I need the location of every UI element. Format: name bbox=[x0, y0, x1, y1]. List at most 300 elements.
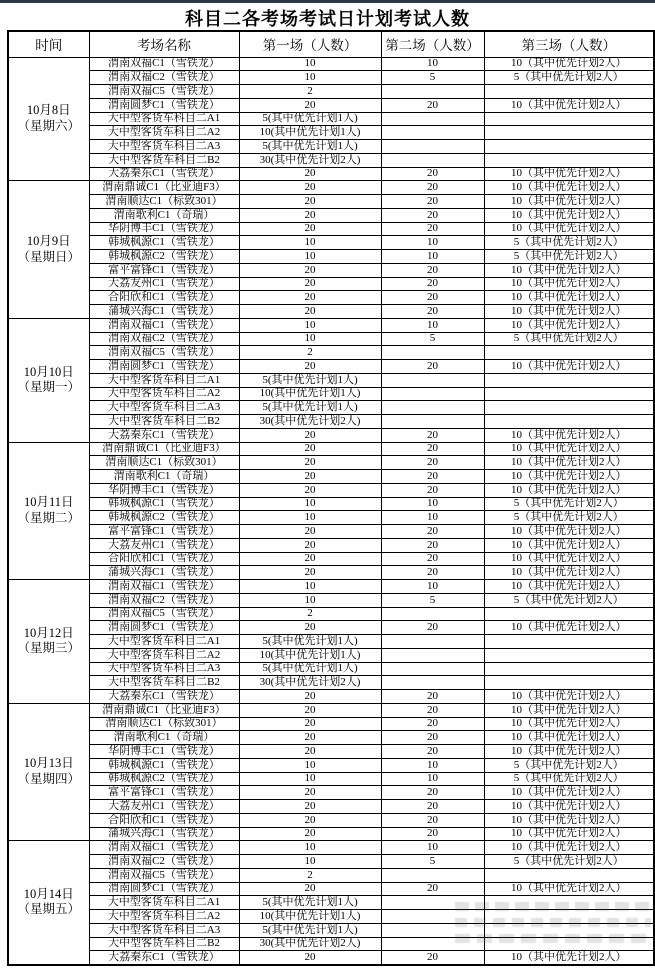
venue-cell: 渭南顺达C1（标致301） bbox=[89, 195, 239, 209]
session2-cell: 20 bbox=[381, 690, 484, 704]
session2-cell: 20 bbox=[381, 222, 484, 236]
session3-cell bbox=[484, 387, 654, 401]
session2-cell bbox=[381, 896, 484, 910]
session2-cell: 20 bbox=[381, 470, 484, 484]
session1-cell: 30(其中优先计划2人) bbox=[239, 153, 381, 167]
column-header-session1: 第一场（人数） bbox=[239, 31, 381, 57]
session2-cell bbox=[381, 676, 484, 690]
session3-cell: 10（其中优先计划2人） bbox=[484, 552, 654, 566]
venue-cell: 渭南圆梦C1（雪铁龙） bbox=[89, 882, 239, 896]
column-header-time: 时间 bbox=[8, 31, 89, 57]
session3-cell bbox=[484, 923, 654, 937]
venue-cell: 渭南顺达C1（标致301） bbox=[89, 717, 239, 731]
session2-cell bbox=[381, 607, 484, 621]
date-cell: 10月13日 （星期四） bbox=[8, 703, 89, 841]
session3-cell: 5（其中优先计划2人） bbox=[484, 497, 654, 511]
session1-cell: 10 bbox=[239, 318, 381, 332]
session1-cell: 5(其中优先计划1人) bbox=[239, 896, 381, 910]
venue-cell: 华阴博丰C1（雪铁龙） bbox=[89, 745, 239, 759]
table-row bbox=[8, 71, 654, 85]
session1-cell: 10 bbox=[239, 250, 381, 264]
venue-cell: 蒲城兴海C1（雪铁龙） bbox=[89, 827, 239, 841]
session1-cell: 20 bbox=[239, 745, 381, 759]
venue-cell: 渭南双福C1（雪铁龙） bbox=[89, 318, 239, 332]
venue-cell: 蒲城兴海C1（雪铁龙） bbox=[89, 305, 239, 319]
session1-cell: 20 bbox=[239, 525, 381, 539]
session1-cell: 20 bbox=[239, 731, 381, 745]
venue-cell: 渭南歌利C1（奇瑞） bbox=[89, 208, 239, 222]
venue-cell: 合阳欣和C1（雪铁龙） bbox=[89, 813, 239, 827]
table-row bbox=[8, 373, 654, 387]
table-row bbox=[8, 250, 654, 264]
session1-cell: 5(其中优先计划1人) bbox=[239, 140, 381, 154]
venue-cell: 渭南双福C5（雪铁龙） bbox=[89, 85, 239, 99]
table-row bbox=[8, 566, 654, 580]
table-row bbox=[8, 662, 654, 676]
session2-cell: 20 bbox=[381, 360, 484, 374]
session2-cell: 20 bbox=[381, 786, 484, 800]
venue-cell: 富平富锋C1（雪铁龙） bbox=[89, 263, 239, 277]
date-cell: 10月8日 （星期六） bbox=[8, 57, 89, 181]
session1-cell: 20 bbox=[239, 800, 381, 814]
session3-cell: 10（其中优先计划2人） bbox=[484, 566, 654, 580]
table-row bbox=[8, 896, 654, 910]
session1-cell: 10(其中优先计划1人) bbox=[239, 910, 381, 924]
session2-cell: 20 bbox=[381, 483, 484, 497]
venue-cell: 华阴博丰C1（雪铁龙） bbox=[89, 483, 239, 497]
session2-cell: 10 bbox=[381, 758, 484, 772]
venue-cell: 渭南双福C1（雪铁龙） bbox=[89, 841, 239, 855]
session3-cell: 5（其中优先计划2人） bbox=[484, 511, 654, 525]
venue-cell: 大中型客货车科目二A2 bbox=[89, 910, 239, 924]
session3-cell: 10（其中优先计划2人） bbox=[484, 745, 654, 759]
column-header-venue: 考场名称 bbox=[89, 31, 239, 57]
venue-cell: 渭南鼎诚C1（比亚迪F3） bbox=[89, 181, 239, 195]
session1-cell: 20 bbox=[239, 621, 381, 635]
session2-cell: 10 bbox=[381, 250, 484, 264]
session3-cell: 10（其中优先计划2人） bbox=[484, 428, 654, 442]
session3-cell bbox=[484, 662, 654, 676]
venue-cell: 大中型客货车科目二A1 bbox=[89, 373, 239, 387]
session1-cell: 20 bbox=[239, 456, 381, 470]
session3-cell: 10（其中优先计划2人） bbox=[484, 580, 654, 594]
session3-cell bbox=[484, 648, 654, 662]
session1-cell: 10 bbox=[239, 772, 381, 786]
session2-cell: 20 bbox=[381, 428, 484, 442]
page-title: 科目二各考场考试日计划考试人数 bbox=[185, 9, 470, 29]
session3-cell: 10（其中优先计划2人） bbox=[484, 305, 654, 319]
session1-cell: 2 bbox=[239, 346, 381, 360]
session2-cell bbox=[381, 662, 484, 676]
session3-cell: 10（其中优先计划2人） bbox=[484, 525, 654, 539]
table-row bbox=[8, 222, 654, 236]
venue-cell: 渭南双福C5（雪铁龙） bbox=[89, 607, 239, 621]
table-row bbox=[8, 497, 654, 511]
session3-cell: 5（其中优先计划2人） bbox=[484, 250, 654, 264]
session3-cell: 10（其中优先计划2人） bbox=[484, 951, 654, 965]
session2-cell: 10 bbox=[381, 580, 484, 594]
session2-cell bbox=[381, 923, 484, 937]
venue-cell: 富平富锋C1（雪铁龙） bbox=[89, 525, 239, 539]
venue-cell: 大中型客货车科目二B2 bbox=[89, 937, 239, 951]
session1-cell: 20 bbox=[239, 263, 381, 277]
session2-cell bbox=[381, 373, 484, 387]
session1-cell: 10(其中优先计划1人) bbox=[239, 387, 381, 401]
table-row bbox=[8, 318, 654, 332]
venue-cell: 渭南双福C5（雪铁龙） bbox=[89, 346, 239, 360]
session2-cell: 20 bbox=[381, 456, 484, 470]
session1-cell: 20 bbox=[239, 813, 381, 827]
session3-cell bbox=[484, 126, 654, 140]
session1-cell: 20 bbox=[239, 552, 381, 566]
date-cell: 10月14日 （星期五） bbox=[8, 841, 89, 965]
table-row bbox=[8, 607, 654, 621]
session2-cell: 10 bbox=[381, 236, 484, 250]
session2-cell: 20 bbox=[381, 195, 484, 209]
session3-cell: 10（其中优先计划2人） bbox=[484, 318, 654, 332]
session1-cell: 20 bbox=[239, 882, 381, 896]
session3-cell bbox=[484, 415, 654, 429]
table-row bbox=[8, 456, 654, 470]
session3-cell: 10（其中优先计划2人） bbox=[484, 827, 654, 841]
table-row bbox=[8, 387, 654, 401]
session1-cell: 10 bbox=[239, 841, 381, 855]
session2-cell: 5 bbox=[381, 332, 484, 346]
session3-cell bbox=[484, 607, 654, 621]
session3-cell: 10（其中优先计划2人） bbox=[484, 800, 654, 814]
session2-cell bbox=[381, 153, 484, 167]
venue-cell: 大荔友州C1（雪铁龙） bbox=[89, 800, 239, 814]
venue-cell: 大中型客货车科目二A3 bbox=[89, 401, 239, 415]
venue-cell: 大中型客货车科目二A2 bbox=[89, 648, 239, 662]
session1-cell: 10 bbox=[239, 758, 381, 772]
table-row bbox=[8, 552, 654, 566]
session2-cell: 5 bbox=[381, 593, 484, 607]
session2-cell bbox=[381, 140, 484, 154]
session1-cell: 20 bbox=[239, 538, 381, 552]
venue-cell: 渭南双福C1（雪铁龙） bbox=[89, 57, 239, 71]
session1-cell: 20 bbox=[239, 222, 381, 236]
session1-cell: 10 bbox=[239, 57, 381, 71]
table-row bbox=[8, 786, 654, 800]
session2-cell: 10 bbox=[381, 497, 484, 511]
session3-cell: 5（其中优先计划2人） bbox=[484, 758, 654, 772]
session3-cell: 10（其中优先计划2人） bbox=[484, 786, 654, 800]
session3-cell: 10（其中优先计划2人） bbox=[484, 703, 654, 717]
session2-cell bbox=[381, 401, 484, 415]
date-cell: 10月10日 （星期一） bbox=[8, 318, 89, 442]
venue-cell: 蒲城兴海C1（雪铁龙） bbox=[89, 566, 239, 580]
session1-cell: 5(其中优先计划1人) bbox=[239, 662, 381, 676]
session1-cell: 10 bbox=[239, 855, 381, 869]
session2-cell: 20 bbox=[381, 745, 484, 759]
venue-cell: 合阳欣和C1（雪铁龙） bbox=[89, 291, 239, 305]
session2-cell bbox=[381, 112, 484, 126]
session1-cell: 10 bbox=[239, 71, 381, 85]
table-row bbox=[8, 332, 654, 346]
session3-cell: 10（其中优先计划2人） bbox=[484, 167, 654, 181]
session2-cell: 10 bbox=[381, 57, 484, 71]
session1-cell: 20 bbox=[239, 305, 381, 319]
table-row bbox=[8, 951, 654, 965]
venue-cell: 大荔友州C1（雪铁龙） bbox=[89, 277, 239, 291]
venue-cell: 渭南圆梦C1（雪铁龙） bbox=[89, 360, 239, 374]
venue-cell: 大中型客货车科目二A2 bbox=[89, 387, 239, 401]
venue-cell: 韩城枫源C1（雪铁龙） bbox=[89, 497, 239, 511]
session3-cell: 5（其中优先计划2人） bbox=[484, 71, 654, 85]
session2-cell bbox=[381, 85, 484, 99]
table-row bbox=[8, 291, 654, 305]
session1-cell: 30(其中优先计划2人) bbox=[239, 937, 381, 951]
session2-cell: 20 bbox=[381, 442, 484, 456]
venue-cell: 大中型客货车科目二A3 bbox=[89, 923, 239, 937]
session1-cell: 2 bbox=[239, 85, 381, 99]
session3-cell: 5（其中优先计划2人） bbox=[484, 236, 654, 250]
session2-cell: 20 bbox=[381, 951, 484, 965]
session2-cell bbox=[381, 648, 484, 662]
table-row bbox=[8, 676, 654, 690]
venue-cell: 大荔秦东C1（雪铁龙） bbox=[89, 690, 239, 704]
session3-cell: 5（其中优先计划2人） bbox=[484, 593, 654, 607]
session3-cell bbox=[484, 896, 654, 910]
session1-cell: 30(其中优先计划2人) bbox=[239, 415, 381, 429]
venue-cell: 大中型客货车科目二A2 bbox=[89, 126, 239, 140]
venue-cell: 渭南顺达C1（标致301） bbox=[89, 456, 239, 470]
session3-cell: 10（其中优先计划2人） bbox=[484, 98, 654, 112]
session1-cell: 5(其中优先计划1人) bbox=[239, 373, 381, 387]
session3-cell: 10（其中优先计划2人） bbox=[484, 621, 654, 635]
session1-cell: 20 bbox=[239, 98, 381, 112]
session2-cell bbox=[381, 126, 484, 140]
column-header-session3: 第三场（人数） bbox=[484, 31, 654, 57]
session2-cell: 20 bbox=[381, 882, 484, 896]
session3-cell: 10（其中优先计划2人） bbox=[484, 813, 654, 827]
table-row bbox=[8, 703, 654, 717]
session2-cell: 10 bbox=[381, 318, 484, 332]
table-row bbox=[8, 538, 654, 552]
table-row bbox=[8, 483, 654, 497]
venue-cell: 渭南双福C2（雪铁龙） bbox=[89, 332, 239, 346]
session1-cell: 30(其中优先计划2人) bbox=[239, 676, 381, 690]
session3-cell bbox=[484, 140, 654, 154]
session2-cell: 20 bbox=[381, 208, 484, 222]
table-row bbox=[8, 800, 654, 814]
table-row bbox=[8, 910, 654, 924]
venue-cell: 韩城枫源C2（雪铁龙） bbox=[89, 250, 239, 264]
session3-cell: 10（其中优先计划2人） bbox=[484, 57, 654, 71]
venue-cell: 大中型客货车科目二A3 bbox=[89, 140, 239, 154]
session1-cell: 20 bbox=[239, 208, 381, 222]
session3-cell: 10（其中优先计划2人） bbox=[484, 690, 654, 704]
session1-cell: 20 bbox=[239, 470, 381, 484]
session3-cell: 10（其中优先计划2人） bbox=[484, 841, 654, 855]
table-row bbox=[8, 745, 654, 759]
venue-cell: 韩城枫源C1（雪铁龙） bbox=[89, 236, 239, 250]
table-row bbox=[8, 690, 654, 704]
table-row bbox=[8, 855, 654, 869]
session3-cell: 10（其中优先计划2人） bbox=[484, 222, 654, 236]
session3-cell: 10（其中优先计划2人） bbox=[484, 277, 654, 291]
session3-cell: 10（其中优先计划2人） bbox=[484, 442, 654, 456]
table-row bbox=[8, 442, 654, 456]
session2-cell: 10 bbox=[381, 772, 484, 786]
table-row bbox=[8, 236, 654, 250]
venue-cell: 大荔秦东C1（雪铁龙） bbox=[89, 428, 239, 442]
table-row bbox=[8, 827, 654, 841]
session2-cell: 10 bbox=[381, 511, 484, 525]
window-edge-strip bbox=[0, 0, 655, 3]
session1-cell: 20 bbox=[239, 360, 381, 374]
session2-cell bbox=[381, 346, 484, 360]
date-cell: 10月12日 （星期三） bbox=[8, 580, 89, 704]
venue-cell: 大中型客货车科目二B2 bbox=[89, 415, 239, 429]
table-row bbox=[8, 470, 654, 484]
table-row bbox=[8, 593, 654, 607]
session2-cell: 20 bbox=[381, 621, 484, 635]
session2-cell bbox=[381, 415, 484, 429]
venue-cell: 合阳欣和C1（雪铁龙） bbox=[89, 552, 239, 566]
venue-cell: 渭南双福C2（雪铁龙） bbox=[89, 593, 239, 607]
session3-cell bbox=[484, 85, 654, 99]
table-row bbox=[8, 153, 654, 167]
session2-cell: 5 bbox=[381, 855, 484, 869]
session3-cell: 10（其中优先计划2人） bbox=[484, 483, 654, 497]
session1-cell: 10 bbox=[239, 332, 381, 346]
table-row bbox=[8, 140, 654, 154]
table-row bbox=[8, 525, 654, 539]
session3-cell: 10（其中优先计划2人） bbox=[484, 538, 654, 552]
session3-cell: 5（其中优先计划2人） bbox=[484, 772, 654, 786]
venue-cell: 大荔秦东C1（雪铁龙） bbox=[89, 167, 239, 181]
venue-cell: 渭南鼎诚C1（比亚迪F3） bbox=[89, 442, 239, 456]
session3-cell bbox=[484, 373, 654, 387]
table-row bbox=[8, 85, 654, 99]
venue-cell: 大中型客货车科目二A1 bbox=[89, 896, 239, 910]
venue-cell: 华阴博丰C1（雪铁龙） bbox=[89, 222, 239, 236]
session3-cell bbox=[484, 112, 654, 126]
table-row bbox=[8, 57, 654, 71]
session1-cell: 20 bbox=[239, 827, 381, 841]
session1-cell: 20 bbox=[239, 786, 381, 800]
table-row bbox=[8, 648, 654, 662]
session1-cell: 10 bbox=[239, 593, 381, 607]
session2-cell: 20 bbox=[381, 552, 484, 566]
session2-cell: 20 bbox=[381, 538, 484, 552]
date-cell: 10月9日 （星期日） bbox=[8, 181, 89, 319]
session2-cell: 20 bbox=[381, 525, 484, 539]
venue-cell: 韩城枫源C1（雪铁龙） bbox=[89, 758, 239, 772]
table-row bbox=[8, 882, 654, 896]
session2-cell: 20 bbox=[381, 263, 484, 277]
session2-cell: 20 bbox=[381, 98, 484, 112]
session1-cell: 10 bbox=[239, 580, 381, 594]
venue-cell: 渭南双福C2（雪铁龙） bbox=[89, 71, 239, 85]
session1-cell: 20 bbox=[239, 181, 381, 195]
table-row bbox=[8, 937, 654, 951]
venue-cell: 大中型客货车科目二A1 bbox=[89, 112, 239, 126]
session3-cell bbox=[484, 635, 654, 649]
venue-cell: 大中型客货车科目二B2 bbox=[89, 676, 239, 690]
session1-cell: 5(其中优先计划1人) bbox=[239, 635, 381, 649]
table-row bbox=[8, 195, 654, 209]
table-row bbox=[8, 415, 654, 429]
table-row bbox=[8, 731, 654, 745]
venue-cell: 渭南双福C5（雪铁龙） bbox=[89, 868, 239, 882]
venue-cell: 大荔友州C1（雪铁龙） bbox=[89, 538, 239, 552]
session2-cell: 20 bbox=[381, 813, 484, 827]
table-row bbox=[8, 401, 654, 415]
session3-cell bbox=[484, 401, 654, 415]
session2-cell: 20 bbox=[381, 800, 484, 814]
venue-cell: 渭南圆梦C1（雪铁龙） bbox=[89, 98, 239, 112]
date-cell: 10月11日 （星期二） bbox=[8, 442, 89, 580]
session1-cell: 20 bbox=[239, 690, 381, 704]
session1-cell: 20 bbox=[239, 442, 381, 456]
session3-cell: 10（其中优先计划2人） bbox=[484, 195, 654, 209]
session1-cell: 10(其中优先计划1人) bbox=[239, 648, 381, 662]
table-row bbox=[8, 360, 654, 374]
session3-cell bbox=[484, 346, 654, 360]
session3-cell: 10（其中优先计划2人） bbox=[484, 470, 654, 484]
session2-cell bbox=[381, 868, 484, 882]
session1-cell: 20 bbox=[239, 717, 381, 731]
table-row bbox=[8, 758, 654, 772]
session3-cell: 10（其中优先计划2人） bbox=[484, 291, 654, 305]
session2-cell: 20 bbox=[381, 291, 484, 305]
session3-cell: 5（其中优先计划2人） bbox=[484, 855, 654, 869]
session1-cell: 10 bbox=[239, 497, 381, 511]
session2-cell: 20 bbox=[381, 703, 484, 717]
session1-cell: 20 bbox=[239, 167, 381, 181]
session1-cell: 10 bbox=[239, 511, 381, 525]
venue-cell: 大中型客货车科目二B2 bbox=[89, 153, 239, 167]
session3-cell bbox=[484, 153, 654, 167]
session2-cell: 20 bbox=[381, 717, 484, 731]
session3-cell bbox=[484, 676, 654, 690]
session1-cell: 20 bbox=[239, 277, 381, 291]
session3-cell bbox=[484, 910, 654, 924]
venue-cell: 渭南歌利C1（奇瑞） bbox=[89, 731, 239, 745]
table-row bbox=[8, 717, 654, 731]
session3-cell: 10（其中优先计划2人） bbox=[484, 717, 654, 731]
table-row bbox=[8, 112, 654, 126]
session1-cell: 2 bbox=[239, 607, 381, 621]
session1-cell: 20 bbox=[239, 566, 381, 580]
session2-cell: 5 bbox=[381, 71, 484, 85]
venue-cell: 韩城枫源C2（雪铁龙） bbox=[89, 511, 239, 525]
venue-cell: 富平富锋C1（雪铁龙） bbox=[89, 786, 239, 800]
session2-cell: 20 bbox=[381, 566, 484, 580]
venue-cell: 韩城枫源C2（雪铁龙） bbox=[89, 772, 239, 786]
session3-cell: 10（其中优先计划2人） bbox=[484, 263, 654, 277]
table-row bbox=[8, 181, 654, 195]
venue-cell: 渭南双福C1（雪铁龙） bbox=[89, 580, 239, 594]
session2-cell bbox=[381, 635, 484, 649]
session3-cell bbox=[484, 868, 654, 882]
table-row bbox=[8, 511, 654, 525]
session3-cell: 10（其中优先计划2人） bbox=[484, 731, 654, 745]
session1-cell: 10(其中优先计划1人) bbox=[239, 126, 381, 140]
column-header-session2: 第二场（人数） bbox=[381, 31, 484, 57]
session2-cell: 20 bbox=[381, 827, 484, 841]
session1-cell: 20 bbox=[239, 428, 381, 442]
table-row bbox=[8, 580, 654, 594]
venue-cell: 渭南圆梦C1（雪铁龙） bbox=[89, 621, 239, 635]
session3-cell: 10（其中优先计划2人） bbox=[484, 360, 654, 374]
table-row bbox=[8, 277, 654, 291]
exam-schedule-table bbox=[7, 30, 655, 966]
table-row bbox=[8, 346, 654, 360]
